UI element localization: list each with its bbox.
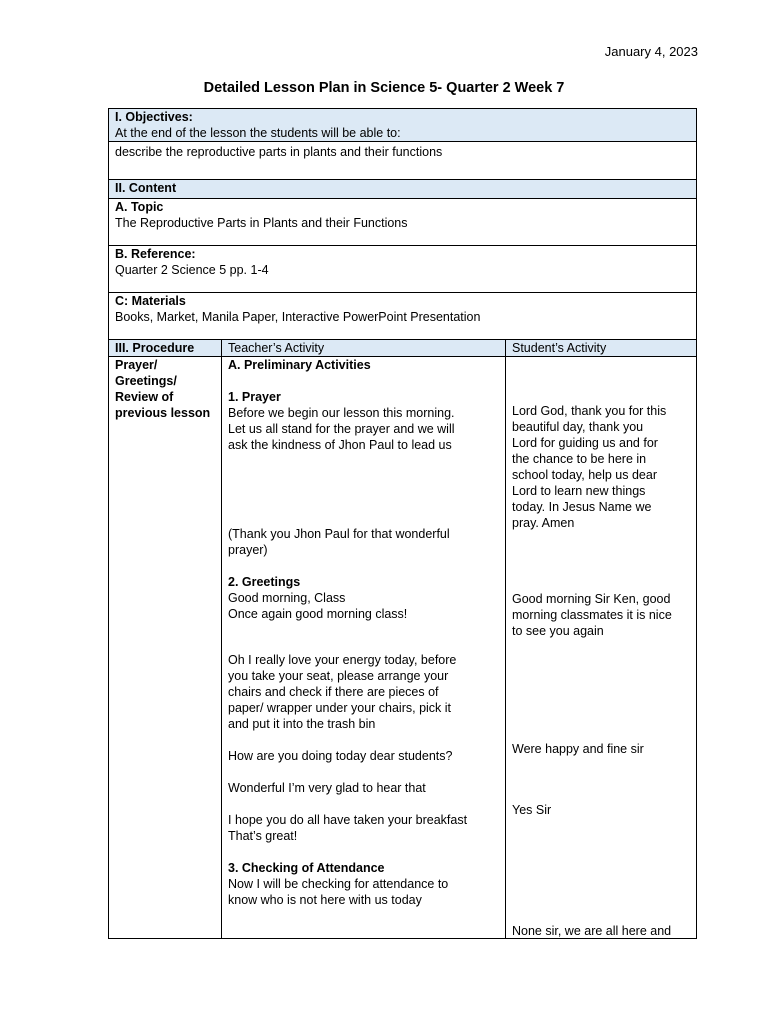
teacher-line: That’s great! bbox=[228, 829, 298, 843]
objectives-intro: At the end of the lesson the students will be able to: bbox=[115, 126, 401, 140]
reference-row bbox=[109, 246, 697, 293]
student-prayer-response bbox=[512, 403, 692, 531]
procedure-row bbox=[109, 357, 697, 939]
teacher-line: know who is not here with us today bbox=[228, 893, 422, 907]
part-label-line: Greetings/ bbox=[115, 374, 177, 388]
content-header-row bbox=[109, 180, 697, 199]
teacher-line: (Thank you Jhon Paul for that wonderful bbox=[228, 527, 450, 541]
teacher-line: Now I will be checking for attendance to bbox=[228, 877, 449, 891]
prayer-label: 1. Prayer bbox=[228, 390, 281, 404]
reference-text: Quarter 2 Science 5 pp. 1-4 bbox=[115, 263, 269, 277]
materials-row bbox=[109, 293, 697, 340]
student-line: today. In Jesus Name we bbox=[512, 500, 652, 514]
teacher-line: paper/ wrapper under your chairs, pick it bbox=[228, 701, 452, 715]
teacher-line: ask the kindness of Jhon Paul to lead us bbox=[228, 438, 452, 452]
teacher-line: Before we begin our lesson this morning. bbox=[228, 406, 455, 420]
procedure-part-cell bbox=[109, 357, 222, 939]
reference-cell bbox=[109, 246, 697, 293]
document-date: January 4, 2023 bbox=[604, 44, 698, 59]
materials-label: C: Materials bbox=[115, 294, 186, 308]
reference-label: B. Reference: bbox=[115, 247, 196, 261]
teacher-line: Good morning, Class bbox=[228, 591, 346, 605]
topic-text: The Reproductive Parts in Plants and their Functions bbox=[115, 216, 408, 230]
student-line: pray. Amen bbox=[512, 516, 575, 530]
student-line: the chance to be here in bbox=[512, 452, 647, 466]
student-line: Lord God, thank you for this bbox=[512, 404, 667, 418]
student-happy-response: Were happy and fine sir bbox=[512, 742, 644, 756]
objectives-header-row bbox=[109, 109, 697, 142]
teacher-line: chairs and check if there are pieces of bbox=[228, 685, 439, 699]
teacher-line: prayer) bbox=[228, 543, 268, 557]
student-line: school today, help us dear bbox=[512, 468, 658, 482]
student-line: Good morning Sir Ken, good bbox=[512, 592, 671, 606]
greetings-label: 2. Greetings bbox=[228, 575, 301, 589]
objectives-text: describe the reproductive parts in plants and their functions bbox=[109, 142, 697, 180]
materials-cell bbox=[109, 293, 697, 340]
lesson-plan-table bbox=[108, 108, 697, 939]
student-line: to see you again bbox=[512, 624, 604, 638]
teacher-line: you take your seat, please arrange your bbox=[228, 669, 449, 683]
student-line: Lord for guiding us and for bbox=[512, 436, 658, 450]
procedure-heading: III. Procedure bbox=[109, 340, 222, 357]
materials-text: Books, Market, Manila Paper, Interactive PowerPoint Presentation bbox=[115, 310, 481, 324]
student-yes-response: Yes Sir bbox=[512, 803, 552, 817]
document-title: Detailed Lesson Plan in Science 5- Quarter 2 Week 7 bbox=[203, 80, 565, 96]
student-activity-heading: Student’s Activity bbox=[506, 340, 697, 357]
teacher-line: How are you doing today dear students? bbox=[228, 749, 453, 763]
student-line: beautiful day, thank you bbox=[512, 420, 644, 434]
teacher-line: Once again good morning class! bbox=[228, 607, 408, 621]
part-label-line: Prayer/ bbox=[115, 358, 158, 372]
procedure-header-row bbox=[109, 340, 697, 357]
part-label-line: previous lesson bbox=[115, 406, 211, 420]
teacher-line: and put it into the trash bin bbox=[228, 717, 376, 731]
attendance-label: 3. Checking of Attendance bbox=[228, 861, 385, 875]
objectives-heading: I. Objectives: bbox=[115, 110, 193, 124]
topic-row bbox=[109, 199, 697, 246]
student-activity-cell bbox=[506, 357, 697, 939]
student-line: Lord to learn new things bbox=[512, 484, 646, 498]
topic-label: A. Topic bbox=[115, 200, 164, 214]
preliminary-activities-heading: A. Preliminary Activities bbox=[228, 358, 371, 372]
student-attendance-response: None sir, we are all here and bbox=[512, 924, 672, 938]
teacher-line: Let us all stand for the prayer and we will bbox=[228, 422, 455, 436]
topic-cell bbox=[109, 199, 697, 246]
teacher-line: Oh I really love your energy today, before bbox=[228, 653, 457, 667]
part-label-line: Review of bbox=[115, 390, 174, 404]
teacher-activity-cell bbox=[222, 357, 506, 939]
objectives-row bbox=[109, 142, 697, 180]
content-heading: II. Content bbox=[109, 180, 697, 199]
teacher-line: I hope you do all have taken your breakfast bbox=[228, 813, 468, 827]
teacher-line: Wonderful I’m very glad to hear that bbox=[228, 781, 426, 795]
student-greeting-response bbox=[512, 591, 692, 639]
student-line: morning classmates it is nice bbox=[512, 608, 672, 622]
objectives-header-cell bbox=[109, 109, 697, 142]
teacher-activity-heading: Teacher’s Activity bbox=[222, 340, 506, 357]
